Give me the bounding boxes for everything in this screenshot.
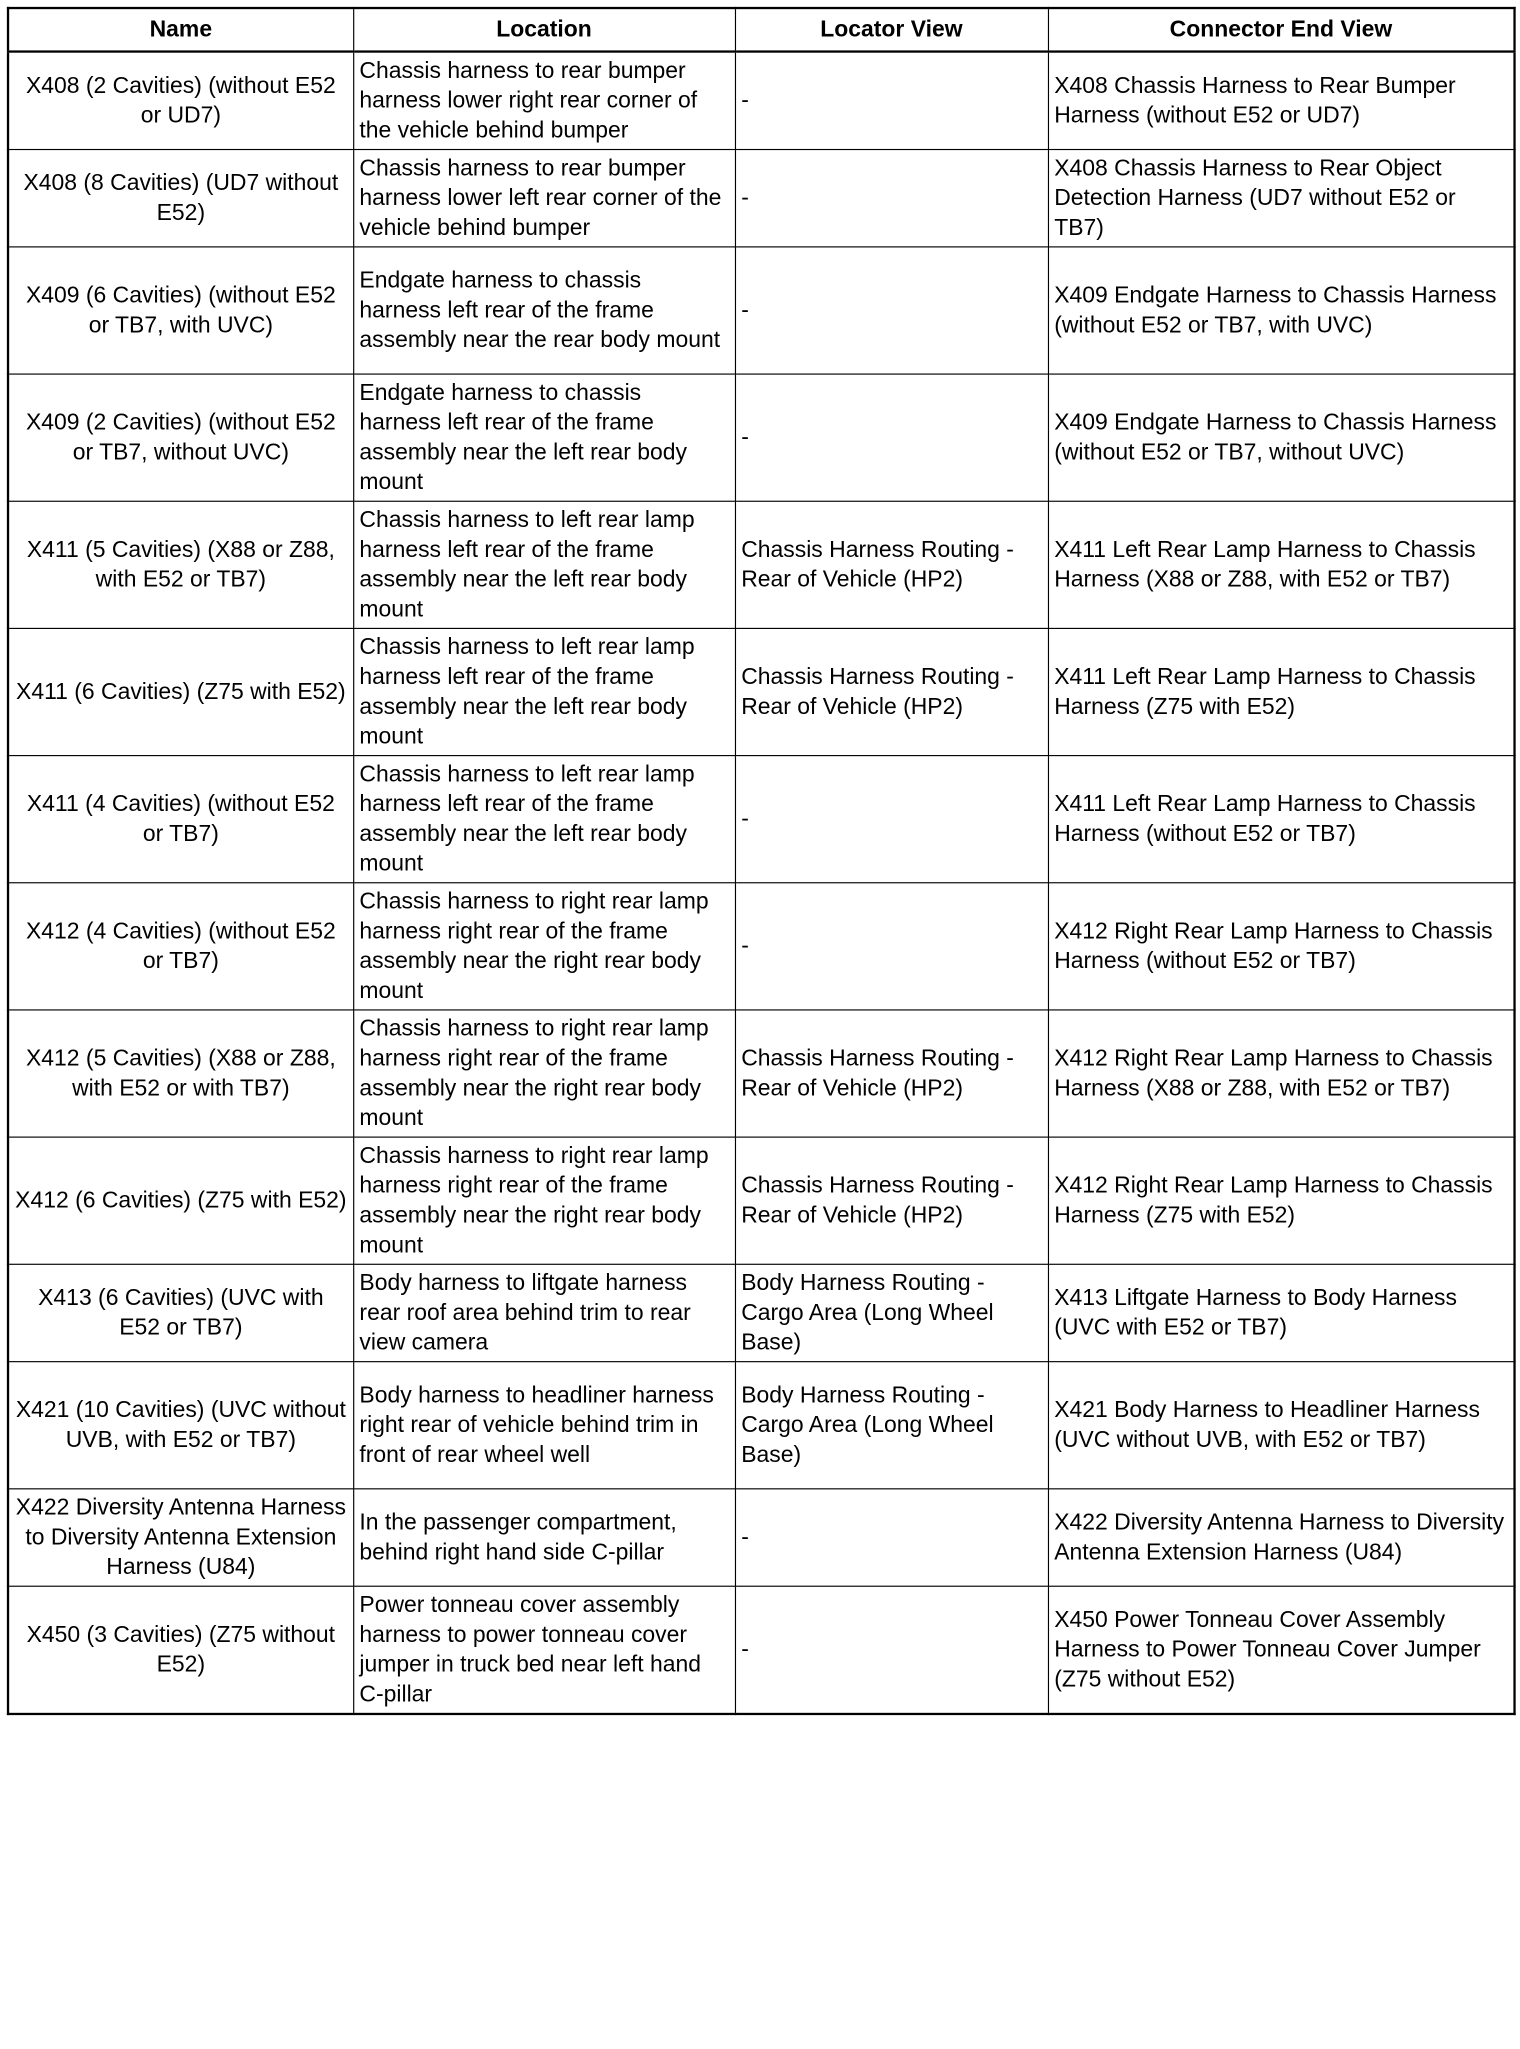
cell-connector-end-view: X412 Right Rear Lamp Harness to Chassis Harness (without E52 or TB7) <box>1048 883 1515 1010</box>
cell-name: X411 (4 Cavities) (without E52 or TB7) <box>8 756 353 883</box>
table-row <box>8 52 1515 150</box>
cell-locator-view: Body Harness Routing - Cargo Area (Long Wheel Base) <box>735 1264 1048 1361</box>
table-row <box>8 501 1515 628</box>
cell-locator-view: Chassis Harness Routing - Rear of Vehicle (HP2) <box>735 628 1048 755</box>
cell-name: X412 (4 Cavities) (without E52 or TB7) <box>8 883 353 1010</box>
cell-locator-view: - <box>735 1586 1048 1714</box>
table-row <box>8 1489 1515 1586</box>
cell-locator-view: - <box>735 1489 1048 1586</box>
table-row <box>8 247 1515 374</box>
cell-location: Endgate harness to chassis harness left rear of the frame assembly near the rear body mount <box>353 247 735 374</box>
cell-connector-end-view: X422 Diversity Antenna Harness to Diversity Antenna Extension Harness (U84) <box>1048 1489 1515 1586</box>
header-connector-end-view: Connector End View <box>1048 8 1515 52</box>
cell-connector-end-view: X408 Chassis Harness to Rear Object Detection Harness (UD7 without E52 or TB7) <box>1048 150 1515 247</box>
cell-locator-view: - <box>735 756 1048 883</box>
cell-locator-view: - <box>735 52 1048 150</box>
connector-table <box>7 7 1516 1715</box>
cell-name: X450 (3 Cavities) (Z75 without E52) <box>8 1586 353 1714</box>
header-name: Name <box>8 8 353 52</box>
cell-name: X422 Diversity Antenna Harness to Diversity Antenna Extension Harness (U84) <box>8 1489 353 1586</box>
table-row <box>8 1586 1515 1714</box>
cell-name: X409 (6 Cavities) (without E52 or TB7, with UVC) <box>8 247 353 374</box>
cell-connector-end-view: X408 Chassis Harness to Rear Bumper Harness (without E52 or UD7) <box>1048 52 1515 150</box>
cell-name: X411 (5 Cavities) (X88 or Z88, with E52 or TB7) <box>8 501 353 628</box>
cell-connector-end-view: X409 Endgate Harness to Chassis Harness (without E52 or TB7, with UVC) <box>1048 247 1515 374</box>
cell-name: X408 (8 Cavities) (UD7 without E52) <box>8 150 353 247</box>
cell-name: X411 (6 Cavities) (Z75 with E52) <box>8 628 353 755</box>
cell-connector-end-view: X412 Right Rear Lamp Harness to Chassis Harness (X88 or Z88, with E52 or TB7) <box>1048 1010 1515 1137</box>
table-row <box>8 1010 1515 1137</box>
cell-locator-view: Chassis Harness Routing - Rear of Vehicle (HP2) <box>735 1137 1048 1264</box>
cell-name: X409 (2 Cavities) (without E52 or TB7, without UVC) <box>8 374 353 501</box>
table-row <box>8 1362 1515 1489</box>
cell-location: Chassis harness to right rear lamp harness right rear of the frame assembly near the right rear body mount <box>353 883 735 1010</box>
table-row <box>8 628 1515 755</box>
table-row <box>8 150 1515 247</box>
table-row <box>8 1137 1515 1264</box>
cell-name: X412 (6 Cavities) (Z75 with E52) <box>8 1137 353 1264</box>
cell-location: Chassis harness to rear bumper harness lower right rear corner of the vehicle behind bumper <box>353 52 735 150</box>
header-locator-view: Locator View <box>735 8 1048 52</box>
cell-location: Body harness to liftgate harness rear roof area behind trim to rear view camera <box>353 1264 735 1361</box>
table-row <box>8 883 1515 1010</box>
cell-connector-end-view: X411 Left Rear Lamp Harness to Chassis Harness (without E52 or TB7) <box>1048 756 1515 883</box>
table-row <box>8 1264 1515 1361</box>
cell-locator-view: Body Harness Routing - Cargo Area (Long Wheel Base) <box>735 1362 1048 1489</box>
cell-locator-view: - <box>735 374 1048 501</box>
cell-connector-end-view: X411 Left Rear Lamp Harness to Chassis Harness (Z75 with E52) <box>1048 628 1515 755</box>
cell-connector-end-view: X412 Right Rear Lamp Harness to Chassis Harness (Z75 with E52) <box>1048 1137 1515 1264</box>
cell-locator-view: Chassis Harness Routing - Rear of Vehicle (HP2) <box>735 1010 1048 1137</box>
cell-connector-end-view: X409 Endgate Harness to Chassis Harness (without E52 or TB7, without UVC) <box>1048 374 1515 501</box>
cell-name: X412 (5 Cavities) (X88 or Z88, with E52 or with TB7) <box>8 1010 353 1137</box>
cell-locator-view: Chassis Harness Routing - Rear of Vehicle (HP2) <box>735 501 1048 628</box>
cell-location: Chassis harness to right rear lamp harness right rear of the frame assembly near the right rear body mount <box>353 1137 735 1264</box>
header-location: Location <box>353 8 735 52</box>
cell-connector-end-view: X413 Liftgate Harness to Body Harness (UVC with E52 or TB7) <box>1048 1264 1515 1361</box>
cell-location: Endgate harness to chassis harness left rear of the frame assembly near the left rear body mount <box>353 374 735 501</box>
table-row <box>8 374 1515 501</box>
cell-location: Body harness to headliner harness right rear of vehicle behind trim in front of rear wheel well <box>353 1362 735 1489</box>
cell-location: Chassis harness to right rear lamp harness right rear of the frame assembly near the right rear body mount <box>353 1010 735 1137</box>
cell-location: Chassis harness to left rear lamp harness left rear of the frame assembly near the left rear body mount <box>353 501 735 628</box>
cell-connector-end-view: X450 Power Tonneau Cover Assembly Harness to Power Tonneau Cover Jumper (Z75 without E52) <box>1048 1586 1515 1714</box>
cell-locator-view: - <box>735 883 1048 1010</box>
cell-name: X413 (6 Cavities) (UVC with E52 or TB7) <box>8 1264 353 1361</box>
table-row <box>8 756 1515 883</box>
cell-name: X421 (10 Cavities) (UVC without UVB, with E52 or TB7) <box>8 1362 353 1489</box>
cell-location: Chassis harness to rear bumper harness lower left rear corner of the vehicle behind bumper <box>353 150 735 247</box>
cell-locator-view: - <box>735 150 1048 247</box>
cell-name: X408 (2 Cavities) (without E52 or UD7) <box>8 52 353 150</box>
cell-location: Power tonneau cover assembly harness to power tonneau cover jumper in truck bed near left hand C-pillar <box>353 1586 735 1714</box>
cell-location: Chassis harness to left rear lamp harness left rear of the frame assembly near the left rear body mount <box>353 756 735 883</box>
cell-locator-view: - <box>735 247 1048 374</box>
cell-connector-end-view: X421 Body Harness to Headliner Harness (UVC without UVB, with E52 or TB7) <box>1048 1362 1515 1489</box>
cell-location: In the passenger compartment, behind right hand side C-pillar <box>353 1489 735 1586</box>
header-row <box>8 8 1515 52</box>
cell-connector-end-view: X411 Left Rear Lamp Harness to Chassis Harness (X88 or Z88, with E52 or TB7) <box>1048 501 1515 628</box>
cell-location: Chassis harness to left rear lamp harness left rear of the frame assembly near the left rear body mount <box>353 628 735 755</box>
